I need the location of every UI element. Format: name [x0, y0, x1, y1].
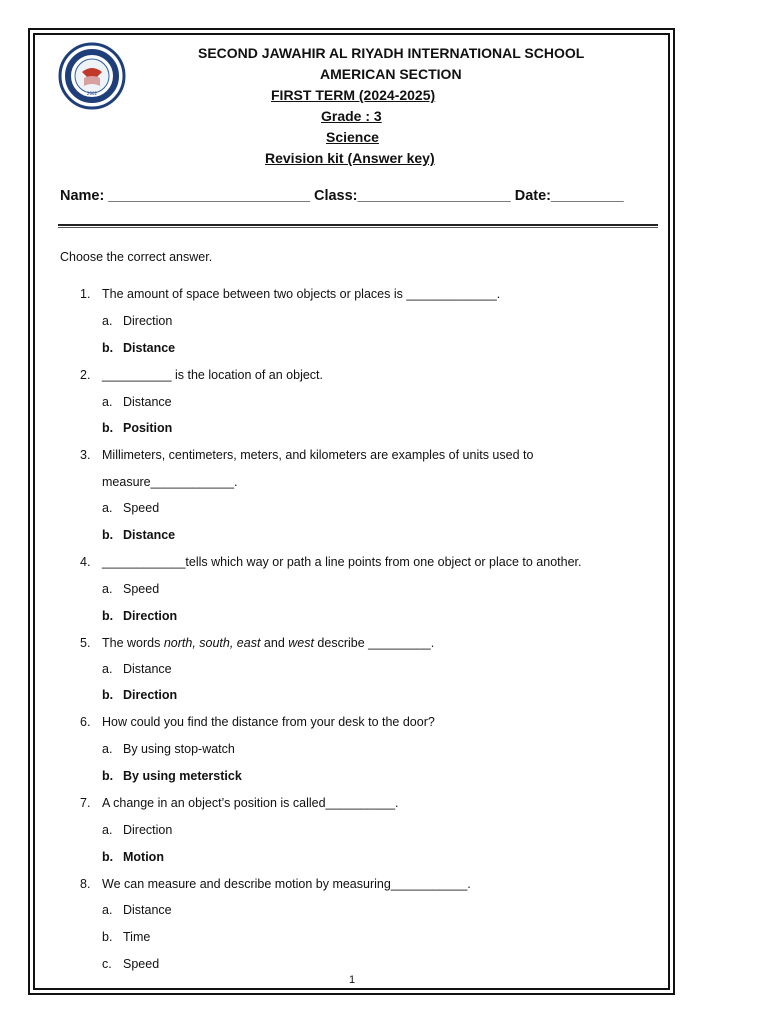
question-1	[80, 287, 500, 301]
option-answer: b. Distance	[102, 341, 176, 355]
question-number: 7.	[80, 796, 91, 810]
option: a. By using stop-watch	[102, 742, 235, 756]
option: a. Distance	[102, 662, 172, 676]
option: a. Direction	[102, 823, 173, 837]
question-4	[80, 555, 581, 569]
section-name: AMERICAN SECTION	[320, 66, 462, 82]
question-number: 8.	[80, 877, 91, 891]
question-text: A change in an object’s position is called__________.	[102, 796, 399, 810]
question-text: How could you find the distance from your desk to the door?	[102, 715, 435, 729]
question-7	[80, 796, 399, 810]
question-8	[80, 877, 471, 891]
svg-text:2002: 2002	[86, 91, 98, 96]
option-answer: b. Position	[102, 421, 173, 435]
subject-title: Science	[326, 129, 379, 145]
question-text: Millimeters, centimeters, meters, and kilometers are examples of units used to	[102, 448, 534, 462]
question-text: The amount of space between two objects or places is _____________.	[102, 287, 501, 301]
question-2	[80, 368, 323, 382]
option: a. Speed	[102, 582, 160, 596]
option: b. Time	[102, 930, 151, 944]
header-divider	[58, 224, 658, 226]
student-info-line: Name: _________________________ Class:___________________ Date:_________	[60, 188, 624, 204]
question-text: __________ is the location of an object.	[102, 368, 324, 382]
option-answer: b. Direction	[102, 688, 178, 702]
option-answer: b. Distance	[102, 528, 176, 542]
question-6	[80, 715, 435, 729]
option-answer: b. Direction	[102, 609, 178, 623]
question-text: ____________tells which way or path a line points from one object or place to another.	[102, 555, 582, 569]
school-name: SECOND JAWAHIR AL RIYADH INTERNATIONAL SCHOOL	[198, 45, 585, 61]
doc-type-title: Revision kit (Answer key)	[265, 150, 435, 166]
page-number: 1	[348, 974, 356, 986]
school-logo	[58, 42, 126, 110]
question-text: We can measure and describe motion by measuring___________.	[102, 877, 471, 891]
question-5	[80, 636, 434, 650]
question-text-continued: measure____________.	[102, 475, 238, 489]
option: a. Speed	[102, 501, 160, 515]
question-number: 5.	[80, 636, 91, 650]
option: c. Speed	[102, 957, 160, 971]
header-divider-thin	[58, 227, 658, 228]
question-number: 2.	[80, 368, 91, 382]
instructions: Choose the correct answer.	[60, 250, 213, 264]
question-3	[80, 448, 533, 462]
option: a. Distance	[102, 395, 172, 409]
question-number: 3.	[80, 448, 91, 462]
option-answer: b. By using meterstick	[102, 769, 242, 783]
option: a. Distance	[102, 903, 172, 917]
option-answer: b. Motion	[102, 850, 164, 864]
option: a. Direction	[102, 314, 173, 328]
term-title: FIRST TERM (2024-2025)	[271, 87, 436, 103]
question-number: 4.	[80, 555, 91, 569]
question-text: The words north, south, east and west describe _________.	[102, 636, 435, 650]
question-number: 1.	[80, 287, 91, 301]
question-number: 6.	[80, 715, 91, 729]
grade-title: Grade : 3	[321, 108, 382, 124]
